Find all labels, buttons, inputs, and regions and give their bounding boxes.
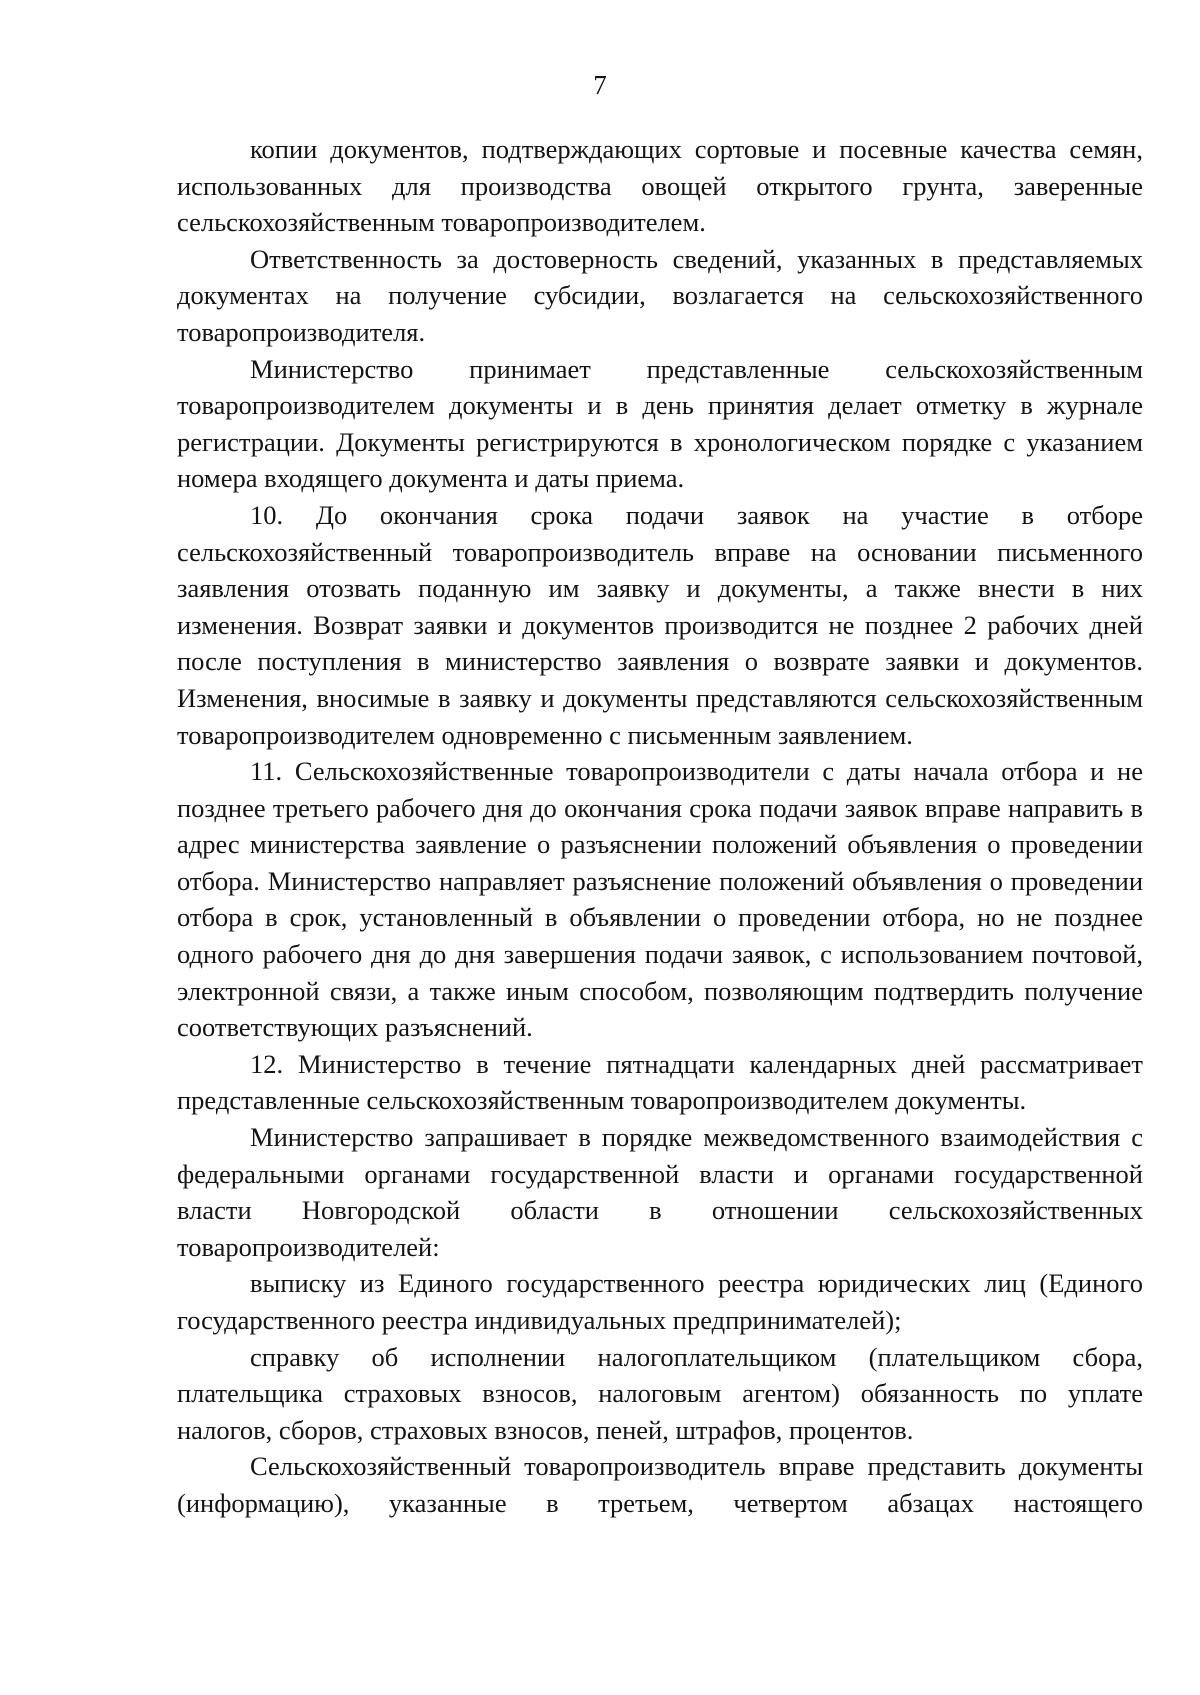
paragraph-producer-right: Сельскохозяйственный товаропроизводитель вправе представить документы (информацию), указанные в третьем, четвертом абзацах настоящего [177,1451,1143,1518]
paragraph-item-11: 11. Сельскохозяйственные товаропроизводители с даты начала отбора и не позднее третьего рабочего дня до окончания срока подачи заявок вправе направить в адрес министерства заявление о разъяснении положений объявления о проведении отбора. Министерство направляет разъяснение положений объявления о проведении отбора в срок, установленный в объявлении о проведении отбора, но не позднее одного рабочего дня до дня завершения подачи заявок, с использованием почтовой, электронной связи, а также иным способом, позволяющим подтвердить получение соответствующих разъяснений. [177,756,1143,1043]
paragraph-seed-documents: копии документов, подтверждающих сортовые и посевные качества семян, использованных для производства овощей открытого грунта, заверенные сельскохозяйственным товаропроизводителем. [177,134,1143,238]
paragraph-ministry-accepts: Министерство принимает представленные сельскохозяйственным товаропроизводителем документы и в день принятия делает отметку в журнале регистрации. Документы регистрируются в хронологическом порядке с указанием номера входящего документа и даты приема. [177,353,1143,494]
document-body [177,131,1143,1522]
page-number: 7 [593,70,607,100]
paragraph-responsibility: Ответственность за достоверность сведений, указанных в представляемых документах на получение субсидии, возлагается на сельскохозяйственного товаропроизводителя. [177,243,1143,347]
paragraph-registry-extract: выписку из Единого государственного реестра юридических лиц (Единого государственного реестра индивидуальных предпринимателей); [177,1268,1143,1335]
paragraph-tax-certificate: справку об исполнении налогоплательщиком (плательщиком сбора, плательщика страховых взносов, налоговым агентом) обязанность по уплате налогов, сборов, страховых взносов, пеней, штрафов, процентов. [177,1341,1143,1445]
paragraph-item-12: 12. Министерство в течение пятнадцати календарных дней рассматривает представленные сельскохозяйственным товаропроизводителем документы. [177,1048,1143,1116]
paragraph-item-10: 10. До окончания срока подачи заявок на участие в отборе сельскохозяйственный товаропроизводитель вправе на основании письменного заявления отозвать поданную им заявку и документы, а также внести в них изменения. Возврат заявки и документов производится не позднее 2 рабочих дней после поступления в министерство заявления о возврате заявки и документов. Изменения, вносимые в заявку и документы представляются сельскохозяйственным товаропроизводителем одновременно с письменным заявлением. [177,499,1143,750]
paragraph-ministry-requests: Министерство запрашивает в порядке межведомственного взаимодействия с федеральными органами государственной власти и органами государственной власти Новгородской области в отношении сельскохозяйственных товаропроизводителей: [177,1122,1143,1262]
